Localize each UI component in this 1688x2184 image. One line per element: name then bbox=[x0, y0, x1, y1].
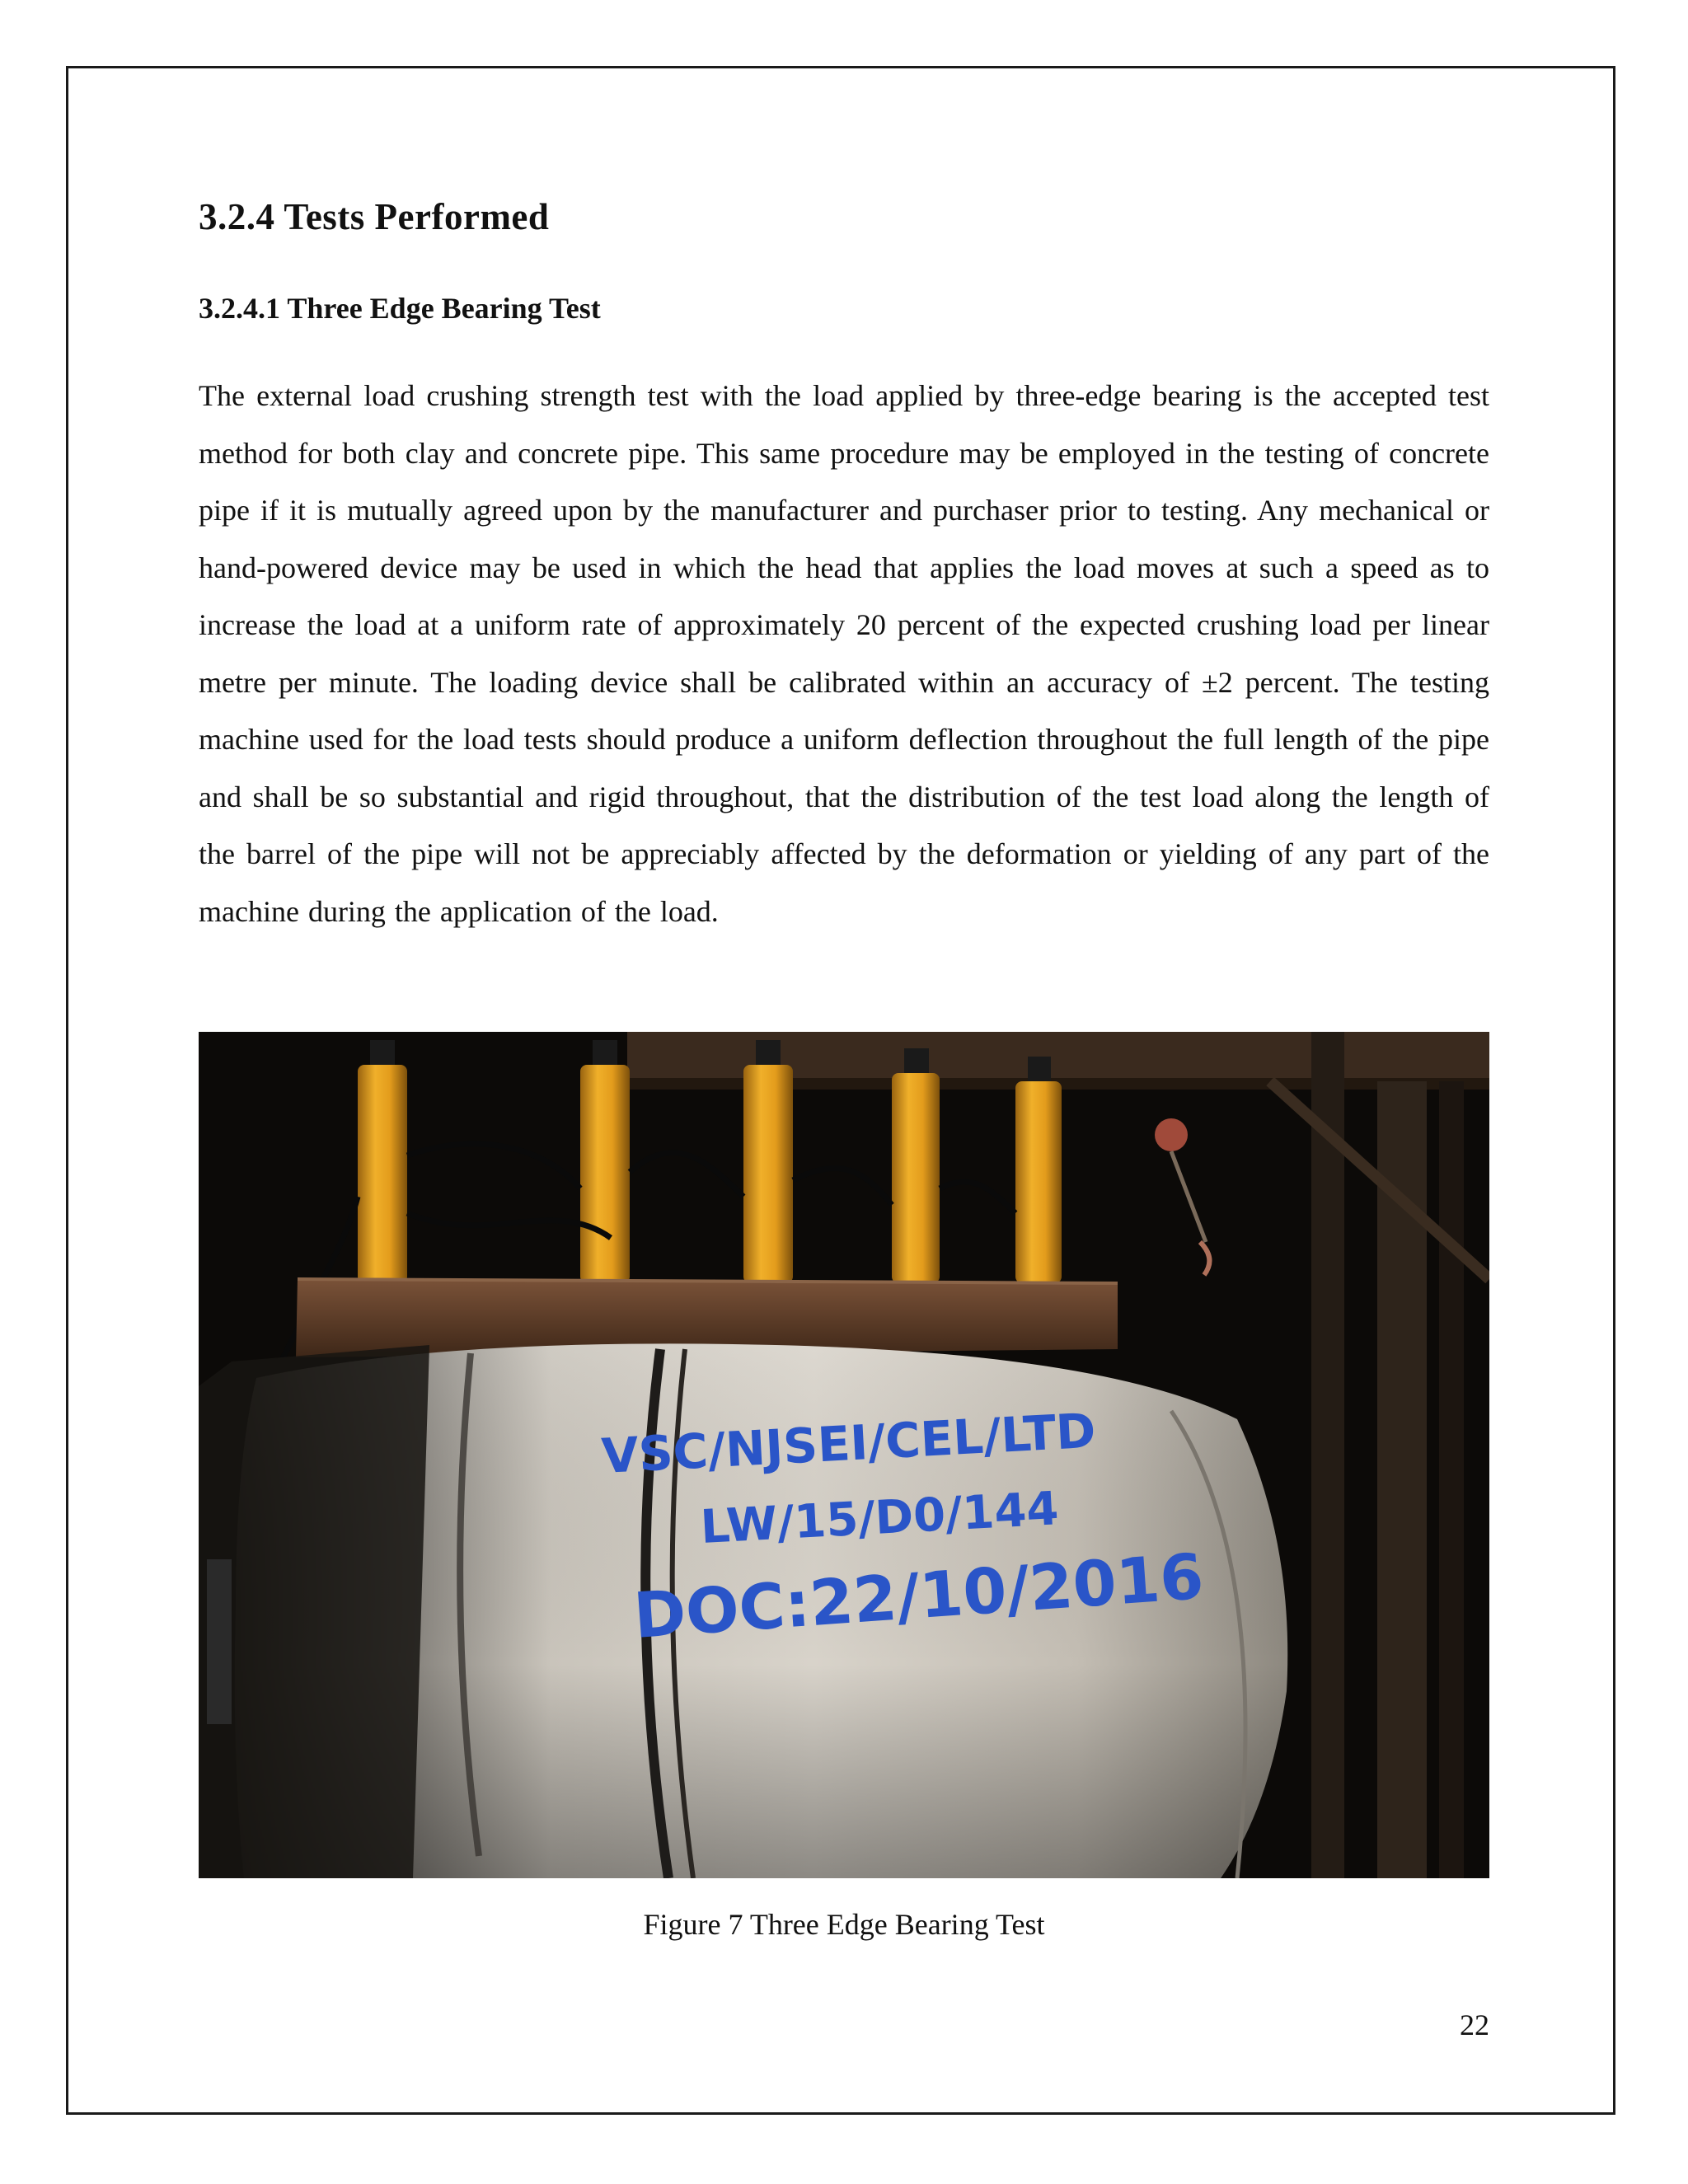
right-column bbox=[1311, 1032, 1344, 1878]
machine-panel bbox=[207, 1559, 232, 1724]
stencil-line-2: LW/15/D0/144 bbox=[699, 1482, 1060, 1554]
section-heading: 3.2.4 Tests Performed bbox=[199, 196, 550, 237]
photo-illustration bbox=[199, 1032, 1489, 1878]
figure-caption: Figure 7 Three Edge Bearing Test bbox=[643, 1908, 1045, 1941]
page-number: 22 bbox=[1460, 2008, 1489, 2041]
figure-photo-three-edge-bearing-test bbox=[199, 1032, 1489, 1878]
chain-hoist bbox=[1155, 1118, 1188, 1151]
subsection-heading: 3.2.4.1 Three Edge Bearing Test bbox=[199, 292, 601, 325]
stencil-line-1: VSC/NJSEI/CEL/LTD bbox=[600, 1402, 1098, 1484]
stencil-line-3: DOC:22/10/2016 bbox=[631, 1539, 1207, 1652]
body-paragraph: The external load crushing strength test with the load applied by three-edge bearing is the accepted test method for both clay and concrete pipe. This same procedure may be employed in the testing of concrete pipe if it is mutually agreed upon by the manufacturer and purchaser prior to testing. Any mechanical or hand-powered device may be used in which the head that applies the load moves at such a speed as to increase the load at a uniform rate of approximately 20 percent of the expected crushing load per linear metre per minute. The loading device shall be calibrated within an accuracy of ±2 percent. The testing machine used for the load tests should produce a uniform deflection throughout the full length of the pipe and shall be so substantial and rigid throughout, that the distribution of the test load along the length of the barrel of the pipe will not be appreciably affected by the deformation or yielding of any part of the machine during the application of the load. bbox=[199, 379, 1489, 928]
